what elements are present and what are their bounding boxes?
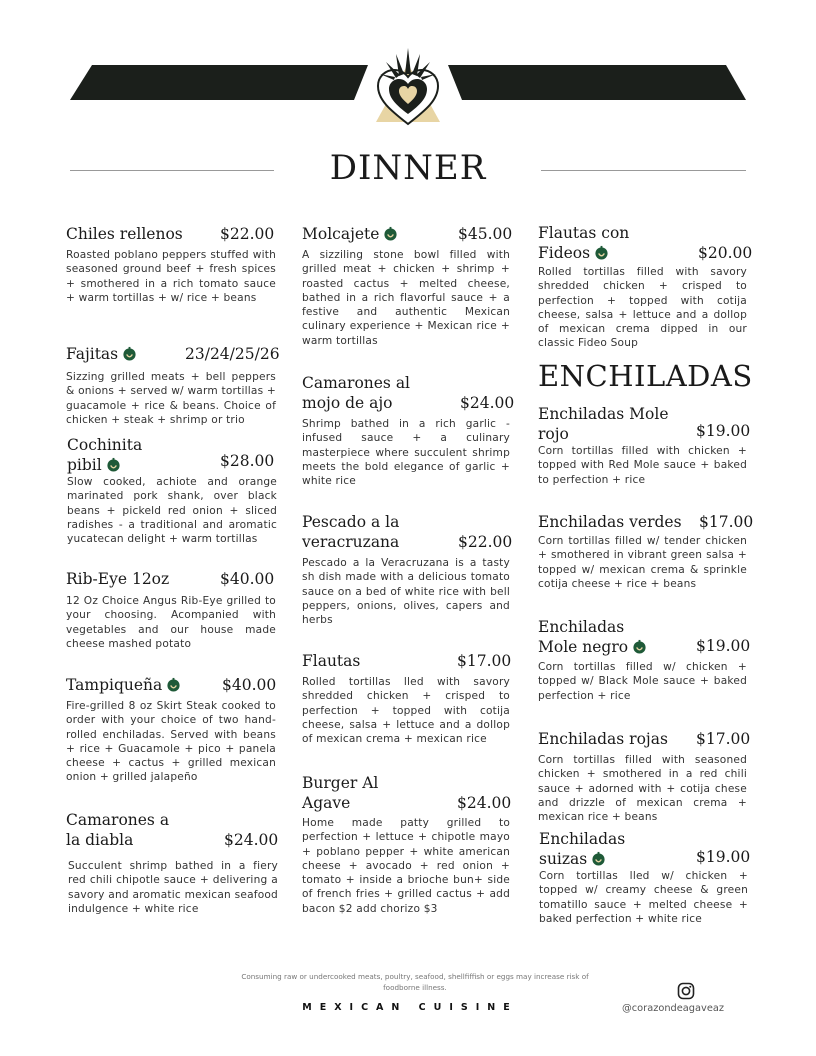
- item-description: Corn tortillas filled w/ tender chicken + smothered in vibrant green salsa + topped w/ mexican crema & sprinkle cotija cheese + rice + beans: [538, 535, 747, 590]
- header-band-left: [70, 65, 368, 100]
- item-name: Pescado a la veracruzana: [302, 513, 400, 551]
- brand-tagline: MEXICAN CUISINE: [302, 1002, 518, 1013]
- instagram-icon[interactable]: [677, 982, 695, 1000]
- item-name: Molcajete: [302, 224, 398, 244]
- item-name: Rib-Eye 12oz: [66, 570, 170, 588]
- food-safety-disclaimer: Consuming raw or undercooked meats, poultry, seafood, shellfiffish or eggs may increase risk of foodborne illness.: [241, 972, 589, 992]
- chile-icon: [591, 851, 606, 866]
- item-name: Enchiladas rojas: [538, 730, 668, 748]
- item-name: Flautas con Fideos: [538, 224, 630, 262]
- agave-heart-logo: [368, 44, 448, 128]
- item-name: Fajitas: [66, 344, 137, 364]
- item-description: Corn tortillas filled w/ chicken + topped w/ Black Mole sauce + baked perfection + rice: [538, 661, 747, 702]
- item-price: $19.00: [696, 637, 751, 655]
- item-price: $19.00: [696, 422, 751, 440]
- item-description: Sizzing grilled meats + bell peppers & onions + served w/ warm tortillas + guacamole + rice & beans. Choice of chicken + steak + shrimp or trio: [66, 371, 276, 426]
- item-description: Corn tortillas filled with chicken + topped with Red Mole sauce + baked to perfection + rice: [538, 445, 747, 486]
- chile-icon: [594, 245, 609, 260]
- item-price: $20.00: [698, 244, 753, 262]
- item-price: $40.00: [220, 570, 275, 588]
- item-name: Enchiladas Mole negro: [538, 617, 668, 657]
- item-price: $28.00: [220, 452, 275, 470]
- item-price: $24.00: [457, 794, 512, 812]
- item-price: $22.00: [458, 533, 513, 551]
- item-name: Enchiladas Mole rojo: [538, 405, 669, 443]
- item-name: Chiles rellenos: [66, 225, 183, 243]
- item-description: Corn tortillas filled with seasoned chicken + smothered in a red chili sauce + adorned with + cotija chese and drizzle of mexican crema + mexican rice + beans: [538, 754, 747, 824]
- item-name: Enchiladas suizas: [539, 830, 626, 868]
- chile-icon: [122, 346, 137, 361]
- item-description: Rolled tortillas filled with savory shredded chicken + crisped to perfection + topped with cotija cheese, salsa + lettuce and a dollop of mexican crema dipped in our classic Fideo Soup: [538, 266, 747, 350]
- section-heading-enchiladas: ENCHILADAS: [538, 359, 753, 393]
- item-name: Camarones al mojo de ajo: [302, 374, 411, 412]
- item-description: Succulent shrimp bathed in a fiery red chili chipotle sauce + delivering a savory and aromatic mexican seafood indulgence + white rice: [68, 860, 278, 915]
- item-price: $40.00: [222, 676, 277, 694]
- page-title: DINNER: [329, 148, 487, 188]
- item-description: Home made patty grilled to perfection + lettuce + chipotle mayo + poblano pepper + white american cheese + avocado + red onion + tomato + inside a brioche bun+ side of french fries + grilled cactus + add bacon $2 add chorizo $3: [302, 817, 510, 915]
- item-description: Rolled tortillas lled with savory shredded chicken + crisped to perfection + topped with cotija cheese, salsa + lettuce and a dollop of mexican crema + mexican rice: [302, 676, 510, 746]
- item-name: Camarones a la diabla: [66, 811, 170, 849]
- item-name: Enchiladas verdes: [538, 513, 682, 531]
- item-description: 12 Oz Choice Angus Rib-Eye grilled to your choosing. Acompanied with vegetables and our house made cheese mashed potato: [66, 595, 276, 650]
- item-price: $45.00: [458, 225, 513, 243]
- social-handle-link[interactable]: @corazondeagaveaz: [622, 1003, 724, 1014]
- item-name: Burger Al Agave: [302, 774, 379, 812]
- item-name: Flautas: [302, 652, 361, 670]
- chile-icon: [383, 226, 398, 241]
- item-description: Pescado a la Veracruzana is a tasty sh dish made with a delicious tomato sauce on a bed of white rice with bell peppers, onions, olives, capers and herbs: [302, 557, 510, 627]
- item-price: $17.00: [696, 730, 751, 748]
- item-price: 23/24/25/26: [185, 345, 280, 363]
- chile-icon: [166, 677, 181, 692]
- item-description: Fire-grilled 8 oz Skirt Steak cooked to order with your choice of two hand-rolled enchiladas. Served with beans + rice + Guacamole + pico + panela cheese + cactus + grilled mexican onion + grilled jalapeño: [66, 700, 276, 784]
- item-description: A sizziling stone bowl filled with grilled meat + chicken + shrimp + roasted cactus + melted cheese, bathed in a rich flavorful sauce + a festive and authentic Mexican culinary experience + Mexican rice + warm tortillas: [302, 249, 510, 347]
- item-price: $17.00: [457, 652, 512, 670]
- item-description: Corn tortillas lled w/ chicken + topped w/ creamy cheese & green tomatillo sauce + melted cheese + baked perfection + white rice: [539, 870, 748, 925]
- item-name: Tampiqueña: [66, 675, 181, 695]
- item-price: $17.00: [699, 513, 754, 531]
- header-band-right: [448, 65, 746, 100]
- title-rule-left: [70, 170, 274, 171]
- item-price: $24.00: [224, 831, 279, 849]
- item-description: Roasted poblano peppers stuffed with seasoned ground beef + fresh spices + smothered in a rich tomato sauce + warm tortillas + w/ rice + beans: [66, 249, 276, 304]
- item-price: $22.00: [220, 225, 275, 243]
- item-price: $24.00: [460, 394, 515, 412]
- item-name: Cochinita pibil: [67, 436, 143, 474]
- chile-icon: [632, 639, 647, 654]
- item-price: $19.00: [696, 848, 751, 866]
- title-rule-right: [541, 170, 746, 171]
- chile-icon: [106, 457, 121, 472]
- item-description: Shrimp bathed in a rich garlic - infused sauce + a culinary masterpiece where succulent shrimp meets the bold elegance of garlic + white rice: [302, 418, 510, 488]
- item-description: Slow cooked, achiote and orange marinated pork shank, over black beans + pickeld red onion + sliced radishes - a traditional and aromatic yucatecan delight + warm tortillas: [67, 476, 277, 546]
